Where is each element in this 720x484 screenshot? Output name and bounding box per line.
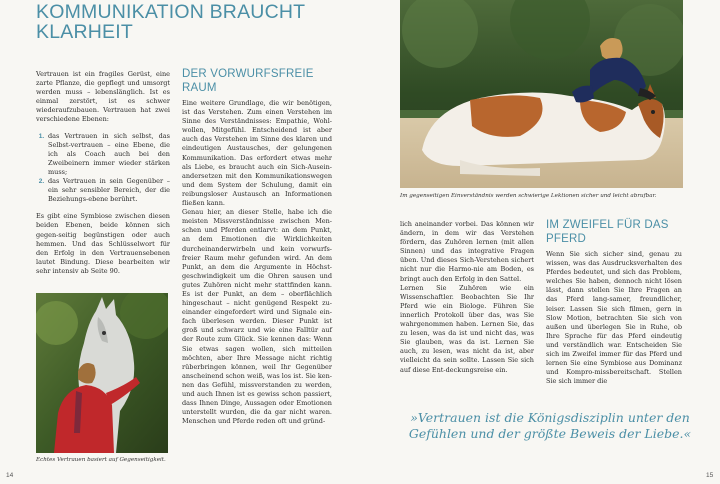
page-number-right: 15 [706, 472, 714, 479]
trust-levels-list [36, 132, 170, 205]
paragraph: Lernen Sie Zuhören wie ein Wissenschaftler. Beobachten Sie Ihr Pferd wie ein Biologe. Führen Sie innerlich Protokoll über das, was Sie wahrgenommen haben. Lernen Sie, das zu lesen, was da ist und nicht das, was Sie glauben, was da ist. Lernen Sie auch, zu lesen, was nicht da ist, aber vielleicht da sein sollte. Lassen Sie sich auf diese Ent-deckungsreise ein. [400, 283, 534, 374]
paragraph: Wenn Sie sich sicher sind, genau zu wissen, was das Ausdrucksverhalten des Pferdes bedeutet, und sich das Problem, welches Sie haben, dennoch nicht lösen lässt, dann stellen Sie Ihre Fragen an das Pferd lang-samer, freundlicher, leiser. Lassen Sie sich filmen, gern in Slow Motion, betrachten Sie sich von außen und überlegen Sie in Ruhe, ob Ihre Sprache für das Pferd eindeutig und verständlich war. Entscheiden Sie sich im Zweifel immer für das Pferd und lernen Sie eine Symbiose aus Dominanz und Kompro-missbereitschaft. Stellen Sie sich immer die [546, 250, 682, 386]
left-column-2 [182, 99, 332, 433]
list-item: 2. das Vertrauen in sein Gegenüber – ein sehr sensibler Bereich, der die Beziehungs-ebene berührt. [46, 177, 170, 204]
page-number-left: 14 [6, 472, 14, 479]
photo-woman-piebald-horse-illustration [400, 0, 683, 188]
paragraph: lich aneinander vorbei. Das können wir ändern, in dem wir das Verstehen fördern, das Zuhören lernen (mit allen Sinnen) und das integrative Fragen üben. Und dieses Sich-Verstehen sichert nicht nur die Harmo-nie am Boden, es bringt auch den Erfolg in den Sattel. [400, 220, 534, 283]
outro-paragraph: Es gibt eine Symbiose zwischen diesen beiden Ebenen, beide können sich gegen-seitig begünstigen oder auch hemmen. Und das Schlüsselwort für den Erfolg in den Vertrauensebenen lautet Bindung. Diese bearbeiten wir sehr intensiv ab Seite 90. [36, 212, 170, 275]
intro-paragraph: Vertrauen ist ein fragiles Gerüst, eine zarte Pflanze, die gepflegt und umsorgt werden muss – lebenslänglich. Ist es einmal zerstört, ist es schwer wiederaufzubauen. Vertrauen hat zwei verschiedene Ebenen: [36, 70, 170, 124]
section-heading: DER VORWURFSFREIE RAUM [182, 68, 314, 94]
right-photo-caption: Im gegenseitigen Einverständnis werden schwierige Lektionen sicher und leicht abrufbar. [400, 193, 657, 199]
paragraph: Eine weitere Grundlage, die wir benötigen, ist das Verstehen. Zum einen Verstehen im Sinne des Verständnisses: Empathie, Wohl-wollen, Mitgefühl. Entscheidend ist aber auch das Verstehen im Sinne des klaren und eindeutigen Austausches, der gelungenen Kommunikation. Das erfordert etwas mehr als Liebe, es braucht auch ein Sich-Ausein-andersetzen mit den Kommunikationswegen und dem System der Schulung, damit ein reibungsloser Austausch an Informationen fließen kann. [182, 99, 332, 208]
right-column-1 [400, 220, 534, 382]
photo-woman-piebald-horse [400, 0, 683, 188]
photo-woman-grey-horse-illustration [36, 293, 168, 453]
right-column-2 [546, 250, 682, 393]
left-photo-caption: Echtes Vertrauen basiert auf Gegenseitigkeit. [36, 457, 166, 463]
list-item: 1. das Vertrauen in sich selbst, das Selbst-vertrauen – eine Ebene, die ich als Coach auch bei den Zweibeinern immer wieder stärken muss; [46, 132, 170, 177]
pull-quote: »Vertrauen ist die Königsdisziplin unter den Gefühlen und der größte Beweis der Liebe.« [408, 410, 692, 441]
left-column-1 [36, 70, 170, 283]
chapter-title: KOMMUNIKATION BRAUCHT KLARHEIT [36, 1, 305, 43]
paragraph: Genau hier, an dieser Stelle, habe ich die meisten Missverständnisse zwischen Men-schen und Pferden entlarvt: an dem Punkt, an dem Emotionen die Wirklichkeiten durcheinanderwirbeln und kein vorwurfs-freier Raum mehr gefunden wird. An dem Punkt, an dem die Argumente in Höchst-geschwindigkeit um die Ohren sausen und gutes Zuhören nicht mehr stattfinden kann. Es ist der Punkt, an dem – oberflächlich hingeschaut – nicht genügend Respekt zu-einander eingefordert wird und Signale ein-fach überlesen werden. Dieser Punkt ist groß und schwarz und wie eine Falltür auf der Route zum Glück. Sie kennen das: Wenn Sie etwas sagen wollen, sich mitteilen möchten, aber Ihre Message nicht richtig rüberbringen können, weil Ihr Gegenüber anscheinend schon weiß, was los ist. Sie ken-nen das Gefühl, missverstanden zu werden, und auch Ihnen ist es gewiss schon passiert, dass Ihnen Dinge, Aussagen oder Emotionen unterstellt wurden, die da gar nicht waren. Menschen und Pferde reden oft und gründ- [182, 208, 332, 426]
section-heading: IM ZWEIFEL FÜR DAS PFERD [546, 219, 669, 245]
photo-woman-grey-horse [36, 293, 168, 453]
